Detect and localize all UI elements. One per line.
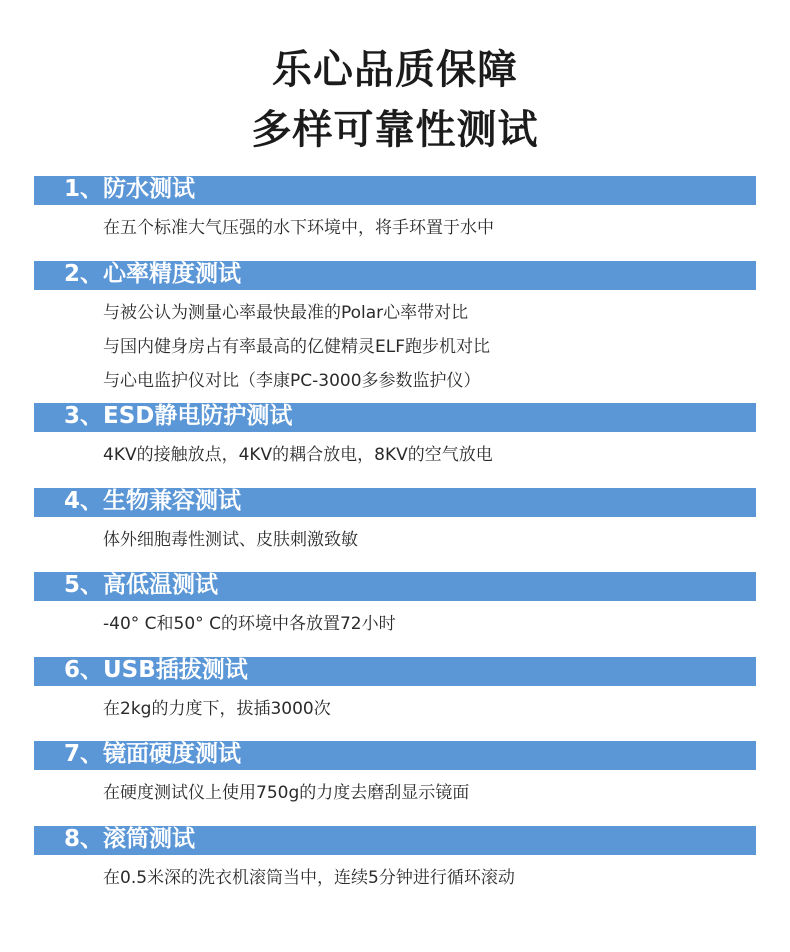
- section-heading: 2、心率精度测试: [64, 261, 242, 287]
- page-subtitle: 多样可靠性测试: [251, 107, 539, 153]
- section-text: 在硬度测试仪上使用750g的力度去磨刮显示镜面: [103, 783, 470, 803]
- section-heading: 7、镜面硬度测试: [64, 741, 242, 767]
- section-heading: 4、生物兼容测试: [64, 488, 242, 514]
- section-text: 与心电监护仪对比（李康PC-3000多参数监护仪）: [103, 371, 481, 391]
- section-body: [103, 218, 494, 252]
- page-title: 乐心品质保障: [272, 47, 518, 93]
- section-body: [103, 699, 331, 733]
- section-text: 与国内健身房占有率最高的亿健精灵ELF跑步机对比: [103, 337, 490, 357]
- section-text: 4KV的接触放点，4KV的耦合放电，8KV的空气放电: [103, 445, 493, 465]
- section-body: [103, 783, 469, 817]
- section-body: [103, 614, 396, 648]
- section-body: [103, 303, 490, 405]
- section-body: [103, 530, 358, 564]
- section-text: 与被公认为测量心率最快最准的Polar心率带对比: [103, 303, 469, 323]
- section-body: [103, 868, 515, 902]
- section-body: [103, 445, 493, 479]
- section-heading: 5、高低温测试: [64, 572, 219, 598]
- section-text: -40° C和50° C的环境中各放置72小时: [103, 614, 396, 634]
- section-text: 在五个标准大气压强的水下环境中，将手环置于水中: [103, 218, 494, 238]
- section-heading: 8、滚筒测试: [64, 826, 196, 852]
- section-text: 在0.5米深的洗衣机滚筒当中，连续5分钟进行循环滚动: [103, 868, 515, 888]
- section-heading: 6、USB插拔测试: [64, 657, 248, 683]
- section-text: 体外细胞毒性测试、皮肤刺激致敏: [103, 530, 358, 550]
- page-title-block: [0, 44, 790, 156]
- section-text: 在2kg的力度下，拔插3000次: [103, 699, 331, 719]
- section-heading: 1、防水测试: [64, 176, 196, 202]
- section-heading: 3、ESD静电防护测试: [64, 403, 293, 429]
